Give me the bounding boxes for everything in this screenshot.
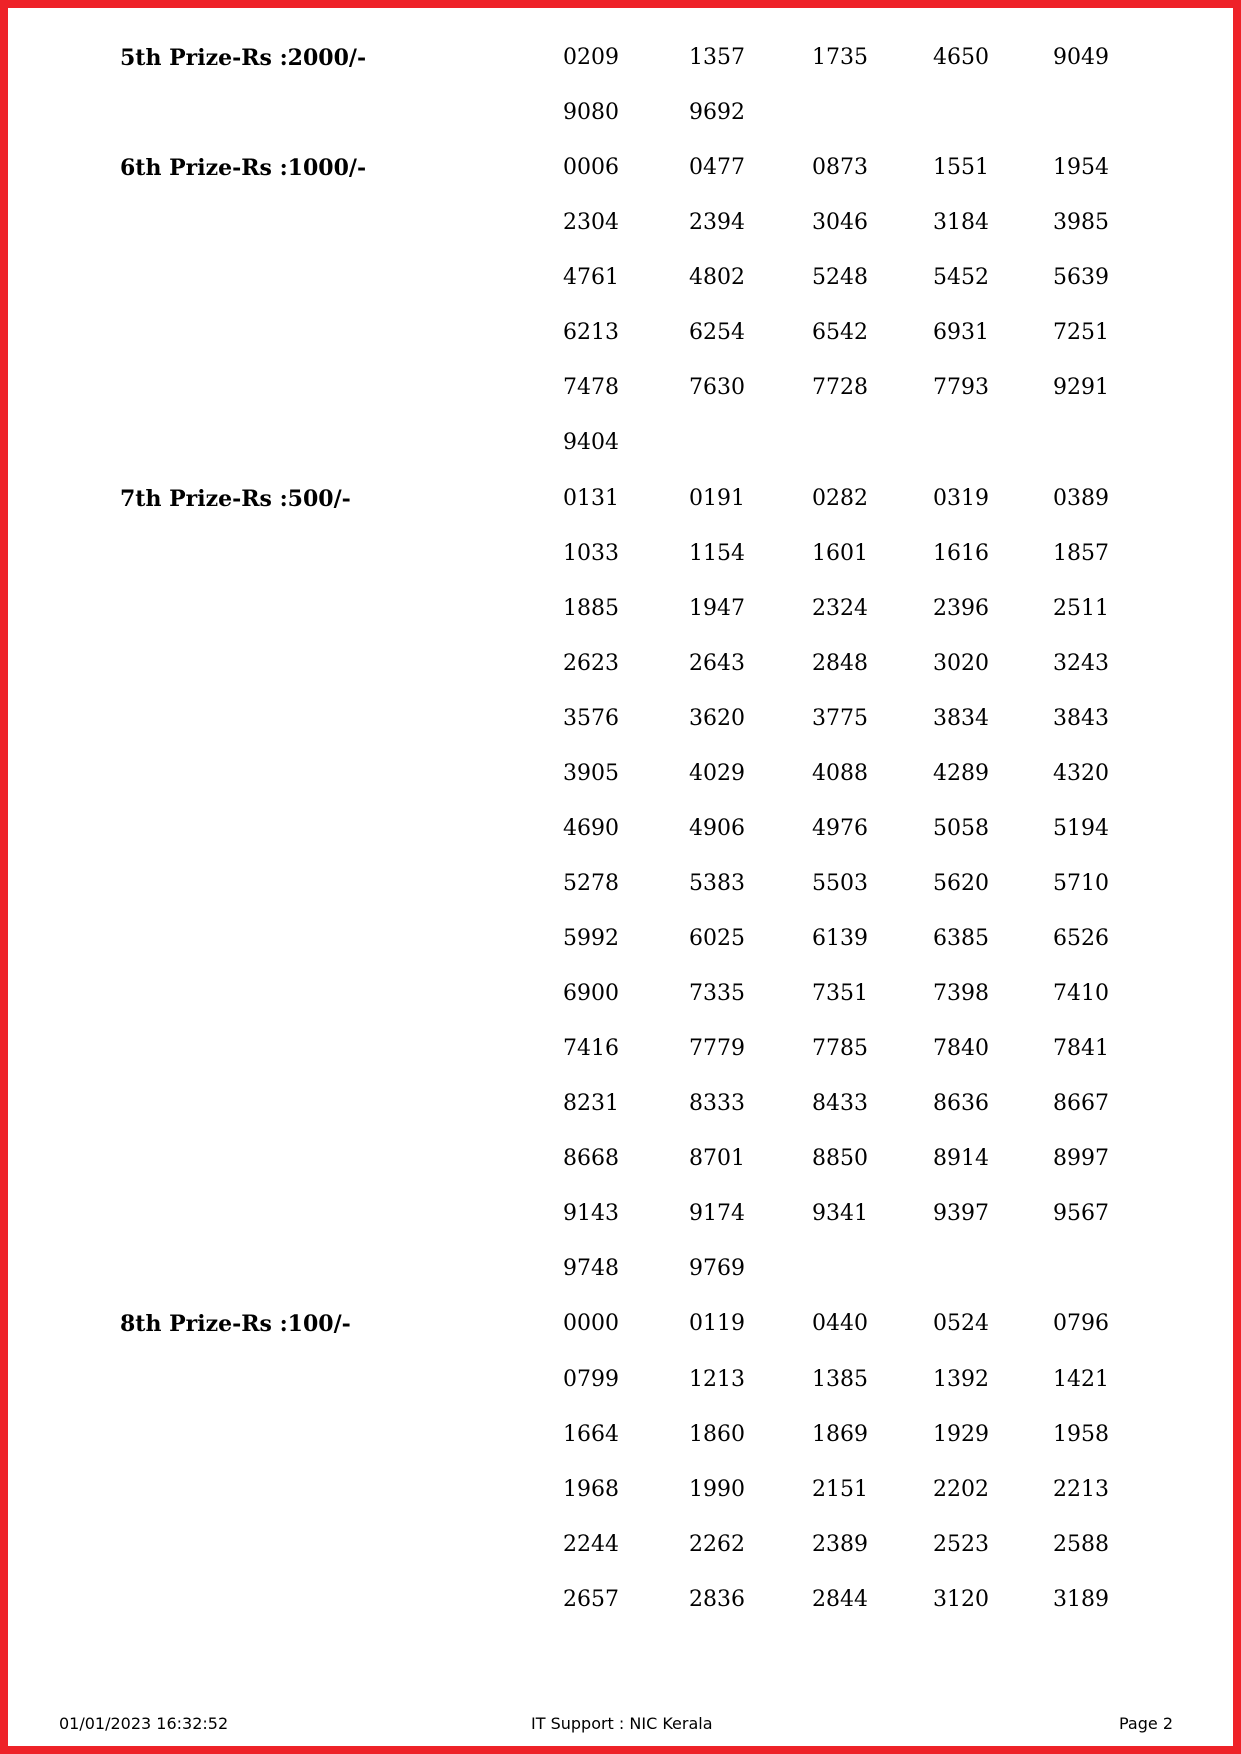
winning-number: 2657 xyxy=(563,1586,619,1612)
winning-number: 5710 xyxy=(1053,870,1109,896)
winning-number: 5992 xyxy=(563,926,619,951)
prize-row xyxy=(0,420,1241,475)
winning-number: 4650 xyxy=(933,45,989,70)
winning-number: 2262 xyxy=(689,1531,745,1557)
prize-row xyxy=(0,916,1241,971)
winning-number: 9769 xyxy=(689,1256,745,1282)
winning-number: 3620 xyxy=(689,705,745,731)
winning-number: 9748 xyxy=(563,1256,619,1282)
winning-number: 6385 xyxy=(933,926,989,951)
prize-row xyxy=(0,255,1241,310)
prize-row xyxy=(0,145,1241,200)
winning-number: 4289 xyxy=(933,760,989,786)
winning-number: 4088 xyxy=(812,760,868,786)
winning-number: 9080 xyxy=(563,100,619,126)
winning-number: 5620 xyxy=(933,870,989,896)
winning-number: 0119 xyxy=(689,1311,745,1337)
winning-number: 1421 xyxy=(1053,1366,1109,1392)
winning-number: 0282 xyxy=(812,485,868,511)
prize-row xyxy=(0,1081,1241,1136)
winning-number: 2151 xyxy=(812,1476,868,1502)
winning-number: 5452 xyxy=(933,265,989,291)
winning-number: 1033 xyxy=(563,540,619,566)
winning-number: 7728 xyxy=(812,375,868,401)
winning-number: 0319 xyxy=(933,485,989,511)
winning-number: 5383 xyxy=(689,870,745,896)
winning-number: 4320 xyxy=(1053,760,1109,786)
winning-number: 8850 xyxy=(812,1146,868,1172)
prize-label: 7th Prize-Rs :500/- xyxy=(120,485,351,512)
winning-number: 0524 xyxy=(933,1311,989,1337)
winning-number: 3576 xyxy=(563,705,619,731)
winning-number: 5194 xyxy=(1053,815,1109,841)
winning-number: 9291 xyxy=(1053,375,1109,401)
winning-number: 4906 xyxy=(689,815,745,841)
prize-row xyxy=(0,696,1241,751)
winning-number: 1392 xyxy=(933,1366,989,1392)
winning-number: 1947 xyxy=(689,595,745,621)
winning-number: 3985 xyxy=(1053,210,1109,236)
winning-number: 7398 xyxy=(933,981,989,1007)
winning-number: 1968 xyxy=(563,1476,619,1502)
winning-number: 8668 xyxy=(563,1146,619,1172)
winning-number: 6900 xyxy=(563,981,619,1007)
winning-number: 9397 xyxy=(933,1201,989,1227)
winning-number: 6213 xyxy=(563,320,619,346)
winning-number: 7630 xyxy=(689,375,745,401)
winning-number: 0006 xyxy=(563,155,619,181)
prize-label: 5th Prize-Rs :2000/- xyxy=(120,45,367,71)
winning-number: 7793 xyxy=(933,375,989,401)
winning-number: 6542 xyxy=(812,320,868,346)
prize-row xyxy=(0,1577,1241,1632)
winning-number: 7416 xyxy=(563,1036,619,1062)
footer-page-number: Page 2 xyxy=(1119,1714,1173,1733)
winning-number: 9567 xyxy=(1053,1201,1109,1227)
winning-number: 1385 xyxy=(812,1366,868,1392)
winning-number: 3905 xyxy=(563,760,619,786)
winning-number: 7841 xyxy=(1053,1036,1109,1062)
winning-number: 7840 xyxy=(933,1036,989,1062)
winning-number: 7351 xyxy=(812,981,868,1007)
prize-label: 6th Prize-Rs :1000/- xyxy=(120,155,367,182)
prize-row xyxy=(0,476,1241,531)
winning-number: 2244 xyxy=(563,1531,619,1557)
winning-number: 0191 xyxy=(689,485,745,511)
winning-number: 4976 xyxy=(812,815,868,841)
winning-number: 9174 xyxy=(689,1201,745,1227)
winning-number: 2213 xyxy=(1053,1476,1109,1502)
winning-number: 8333 xyxy=(689,1091,745,1117)
winning-number: 2844 xyxy=(812,1586,868,1612)
winning-number: 1357 xyxy=(689,45,745,70)
winning-number: 7410 xyxy=(1053,981,1109,1007)
winning-number: 4029 xyxy=(689,760,745,786)
winning-number: 1857 xyxy=(1053,540,1109,566)
prize-row xyxy=(0,806,1241,861)
winning-number: 3020 xyxy=(933,650,989,676)
winning-number: 3184 xyxy=(933,210,989,236)
winning-number: 9692 xyxy=(689,100,745,126)
winning-number: 7335 xyxy=(689,981,745,1007)
winning-number: 1869 xyxy=(812,1421,868,1447)
winning-number: 1213 xyxy=(689,1366,745,1392)
winning-number: 3775 xyxy=(812,705,868,731)
prize-row xyxy=(0,90,1241,145)
winning-number: 3834 xyxy=(933,705,989,731)
prize-row xyxy=(0,1522,1241,1577)
winning-number: 9341 xyxy=(812,1201,868,1227)
winning-number: 9404 xyxy=(563,430,619,456)
winning-number: 8231 xyxy=(563,1091,619,1117)
winning-number: 7779 xyxy=(689,1036,745,1062)
winning-number: 2588 xyxy=(1053,1531,1109,1557)
winning-number: 2643 xyxy=(689,650,745,676)
winning-number: 0799 xyxy=(563,1366,619,1392)
winning-number: 1616 xyxy=(933,540,989,566)
winning-number: 8997 xyxy=(1053,1146,1109,1172)
winning-number: 2324 xyxy=(812,595,868,621)
prize-table xyxy=(0,35,1241,1632)
prize-row xyxy=(0,365,1241,420)
winning-number: 8701 xyxy=(689,1146,745,1172)
winning-number: 8636 xyxy=(933,1091,989,1117)
prize-row xyxy=(0,586,1241,641)
winning-number: 0389 xyxy=(1053,485,1109,511)
prize-row xyxy=(0,971,1241,1026)
prize-row xyxy=(0,641,1241,696)
winning-number: 1885 xyxy=(563,595,619,621)
prize-row xyxy=(0,1301,1241,1356)
winning-number: 4802 xyxy=(689,265,745,291)
prize-row xyxy=(0,310,1241,365)
winning-number: 5058 xyxy=(933,815,989,841)
winning-number: 2623 xyxy=(563,650,619,676)
winning-number: 2836 xyxy=(689,1586,745,1612)
winning-number: 1735 xyxy=(812,45,868,70)
winning-number: 0796 xyxy=(1053,1311,1109,1337)
winning-number: 9143 xyxy=(563,1201,619,1227)
winning-number: 2511 xyxy=(1053,595,1109,621)
winning-number: 6139 xyxy=(812,926,868,951)
winning-number: 0873 xyxy=(812,155,868,181)
winning-number: 1664 xyxy=(563,1421,619,1447)
prize-row xyxy=(0,1467,1241,1522)
winning-number: 3120 xyxy=(933,1586,989,1612)
winning-number: 0000 xyxy=(563,1311,619,1337)
winning-number: 6025 xyxy=(689,926,745,951)
winning-number: 1154 xyxy=(689,540,745,566)
prize-label: 8th Prize-Rs :100/- xyxy=(120,1311,351,1338)
winning-number: 9049 xyxy=(1053,45,1109,70)
winning-number: 0477 xyxy=(689,155,745,181)
winning-number: 2523 xyxy=(933,1531,989,1557)
prize-row xyxy=(0,35,1241,90)
winning-number: 2396 xyxy=(933,595,989,621)
winning-number: 8914 xyxy=(933,1146,989,1172)
winning-number: 6931 xyxy=(933,320,989,346)
winning-number: 7251 xyxy=(1053,320,1109,346)
footer-timestamp: 01/01/2023 16:32:52 xyxy=(59,1714,229,1733)
winning-number: 8667 xyxy=(1053,1091,1109,1117)
winning-number: 6526 xyxy=(1053,926,1109,951)
winning-number: 1990 xyxy=(689,1476,745,1502)
prize-row xyxy=(0,1026,1241,1081)
winning-number: 7478 xyxy=(563,375,619,401)
winning-number: 3243 xyxy=(1053,650,1109,676)
winning-number: 0131 xyxy=(563,485,619,511)
winning-number: 1551 xyxy=(933,155,989,181)
winning-number: 7785 xyxy=(812,1036,868,1062)
winning-number: 1958 xyxy=(1053,1421,1109,1447)
winning-number: 3046 xyxy=(812,210,868,236)
prize-row xyxy=(0,200,1241,255)
winning-number: 0440 xyxy=(812,1311,868,1337)
winning-number: 1929 xyxy=(933,1421,989,1447)
prize-row xyxy=(0,1357,1241,1412)
winning-number: 1601 xyxy=(812,540,868,566)
winning-number: 2304 xyxy=(563,210,619,236)
winning-number: 2389 xyxy=(812,1531,868,1557)
footer-support: IT Support : NIC Kerala xyxy=(531,1714,713,1733)
prize-row xyxy=(0,751,1241,806)
prize-row xyxy=(0,1136,1241,1191)
winning-number: 5248 xyxy=(812,265,868,291)
winning-number: 8433 xyxy=(812,1091,868,1117)
winning-number: 4761 xyxy=(563,265,619,291)
winning-number: 2848 xyxy=(812,650,868,676)
prize-row xyxy=(0,531,1241,586)
winning-number: 0209 xyxy=(563,45,619,70)
winning-number: 5639 xyxy=(1053,265,1109,291)
winning-number: 1860 xyxy=(689,1421,745,1447)
winning-number: 2394 xyxy=(689,210,745,236)
prize-row xyxy=(0,1412,1241,1467)
winning-number: 2202 xyxy=(933,1476,989,1502)
winning-number: 3189 xyxy=(1053,1586,1109,1612)
winning-number: 3843 xyxy=(1053,705,1109,731)
prize-row xyxy=(0,1246,1241,1301)
winning-number: 5503 xyxy=(812,870,868,896)
winning-number: 1954 xyxy=(1053,155,1109,181)
prize-row xyxy=(0,861,1241,916)
winning-number: 4690 xyxy=(563,815,619,841)
winning-number: 6254 xyxy=(689,320,745,346)
winning-number: 5278 xyxy=(563,870,619,896)
prize-row xyxy=(0,1191,1241,1246)
